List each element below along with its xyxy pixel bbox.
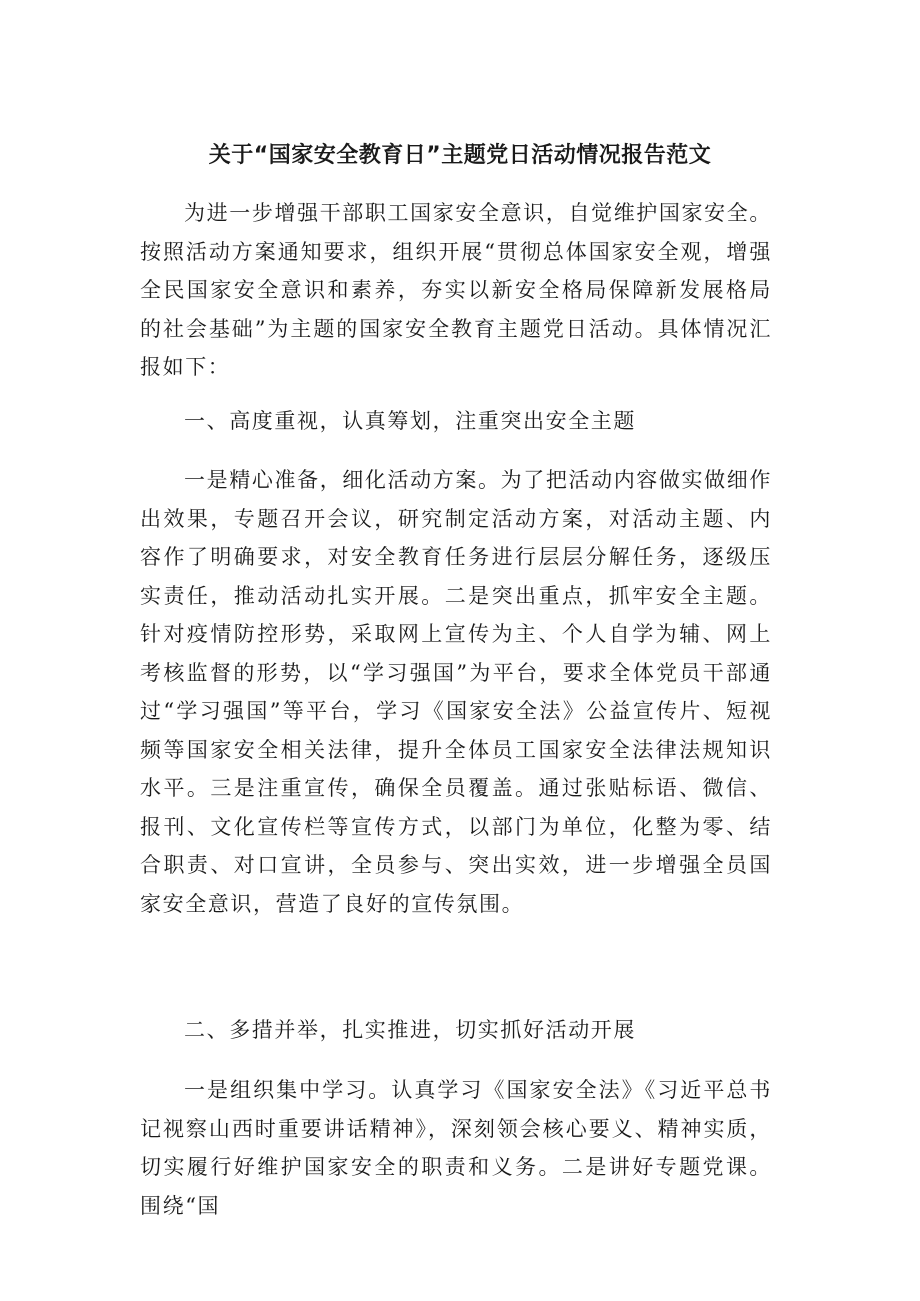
document-title: 关于“国家安全教育日”主题党日活动情况报告范文 [208, 143, 712, 168]
section-body-2: 一是组织集中学习。认真学习《国家安全法》《习近平总书记视察山西时重要讲话精神》，深刻领会核心要义、精神实质，切实履行好维护国家安全的职责和义务。二是讲好专题党课。围绕“国 [140, 1078, 772, 1218]
section-body-1: 一是精心准备，细化活动方案。为了把活动内容做实做细作出效果，专题召开会议，研究制定活动方案，对活动主题、内容作了明确要求，对安全教育任务进行层层分解任务，逐级压实责任，推动活动扎实开展。二是突出重点，抓牢安全主题。针对疫情防控形势，采取网上宣传为主、个人自学为辅、网上考核监督的形势，以“学习强国”为平台，要求全体党员干部通过“学习强国”等平台，学习《国家安全法》公益宣传片、短视频等国家安全相关法律，提升全体员工国家安全法律法规知识水平。三是注重宣传，确保全员覆盖。通过张贴标语、微信、报刊、文化宣传栏等宣传方式，以部门为单位，化整为零、结合职责、对口宣讲，全员参与、突出实效，进一步增强全员国家安全意识，营造了良好的宣传氛围。 [140, 468, 772, 916]
intro-paragraph: 为进一步增强干部职工国家安全意识，自觉维护国家安全。按照活动方案通知要求，组织开展“贯彻总体国家安全观，增强全民国家安全意识和素养，夯实以新安全格局保障新发展格局的社会基础”为主题的国家安全教育主题党日活动。具体情况汇报如下： [140, 201, 772, 379]
section-heading-2: 二、多措并举，扎实推进，切实抓好活动开展 [184, 1018, 636, 1042]
section-heading-1: 一、高度重视，认真筹划，注重突出安全主题 [184, 409, 636, 433]
